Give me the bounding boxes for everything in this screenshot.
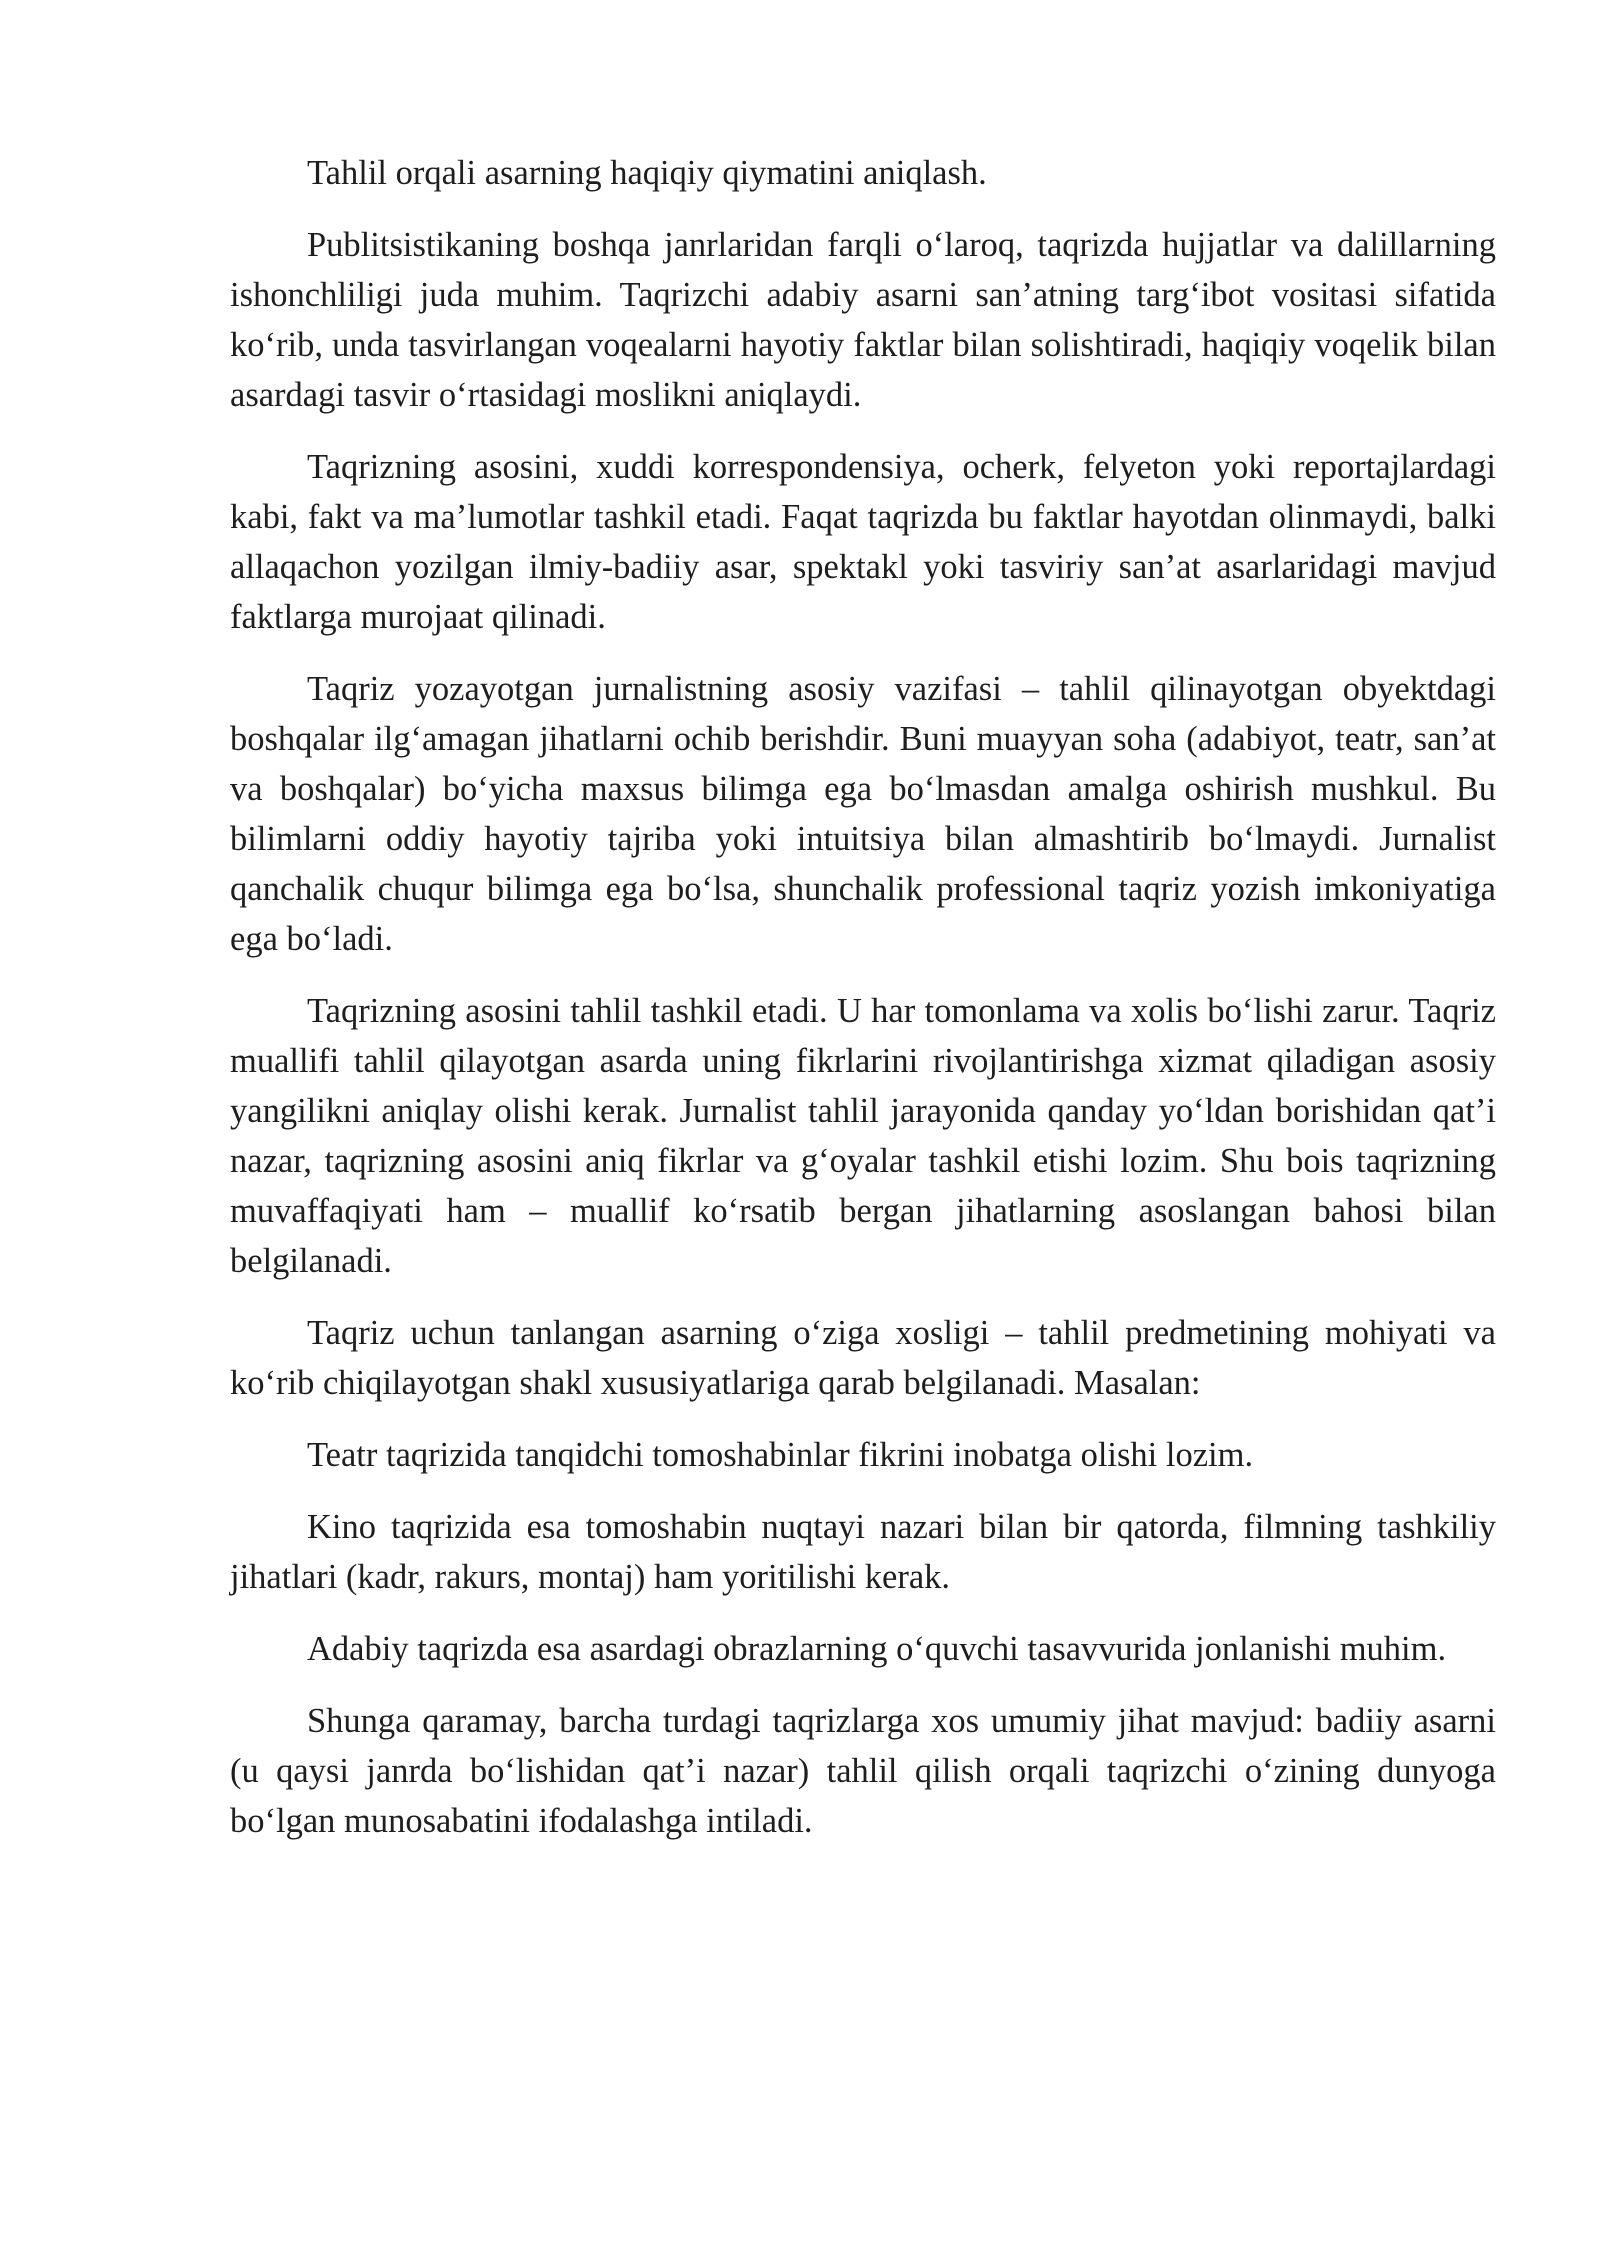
paragraph-8: Kino taqrizida esa tomoshabin nuqtayi nazari bilan bir qatorda, filmning tashkiliy jihatlari (kadr, rakurs, montaj) ham yoritilishi kerak. xyxy=(230,1508,1496,1596)
paragraph-4: Taqriz yozayotgan jurnalistning asosiy vazifasi – tahlil qilinayotgan obyektdagi boshqalar ilg‘amagan jihatlarni ochib berishdir. Buni muayyan soha (adabiyot, teatr, san’at va boshqalar) bo‘yicha maxsus bilimga ega bo‘lmasdan amalga oshirish mushkul. Bu bilimlarni oddiy hayotiy tajriba yoki intuitsiya bilan almashtirib bo‘lmaydi. Jurnalist qanchalik chuqur bilimga ega bo‘lsa, shunchalik professional taqriz yozish imkoniyatiga ega bo‘ladi. xyxy=(230,670,1496,958)
paragraph-2: Publitsistikaning boshqa janrlaridan farqli o‘laroq, taqrizda hujjatlar va dalillarning ishonchliligi juda muhim. Taqrizchi adabiy asarni san’atning targ‘ibot vositasi sifatida ko‘rib, unda tasvirlangan voqealarni hayotiy faktlar bilan solishtiradi, haqiqiy voqelik bilan asardagi tasvir o‘rtasidagi moslikni aniqlaydi. xyxy=(230,226,1496,414)
paragraph-10: Shunga qaramay, barcha turdagi taqrizlarga xos umumiy jihat mavjud: badiiy asarni (u qaysi janrda bo‘lishidan qat’i nazar) tahlil qilish orqali taqrizchi o‘zining dunyoga bo‘lgan munosabatini ifodalashga intiladi. xyxy=(230,1702,1496,1840)
paragraph-9: Adabiy taqrizda esa asardagi obrazlarning o‘quvchi tasavvurida jonlanishi muhim. xyxy=(307,1630,1447,1668)
paragraph-7: Teatr taqrizida tanqidchi tomoshabinlar fikrini inobatga olishi lozim. xyxy=(307,1436,1254,1474)
paragraph-3: Taqrizning asosini, xuddi korrespondensiya, ocherk, felyeton yoki reportajlardagi kabi, fakt va ma’lumotlar tashkil etadi. Faqat taqrizda bu faktlar hayotdan olinmaydi, balki allaqachon yozilgan ilmiy-badiiy asar, spektakl yoki tasviriy san’at asarlaridagi mavjud faktlarga murojaat qilinadi. xyxy=(230,448,1496,636)
document-page xyxy=(230,148,1496,1868)
paragraph-6: Taqriz uchun tanlangan asarning o‘ziga xosligi – tahlil predmetining mohiyati va ko‘rib chiqilayotgan shakl xususiyatlariga qarab belgilanadi. Masalan: xyxy=(230,1314,1496,1402)
paragraph-1: Tahlil orqali asarning haqiqiy qiymatini aniqlash. xyxy=(307,154,987,192)
paragraph-5: Taqrizning asosini tahlil tashkil etadi. U har tomonlama va xolis bo‘lishi zarur. Taqriz muallifi tahlil qilayotgan asarda uning fikrlarini rivojlantirishga xizmat qiladigan asosiy yangilikni aniqlay olishi kerak. Jurnalist tahlil jarayonida qanday yo‘ldan borishidan qat’i nazar, taqrizning asosini aniq fikrlar va g‘oyalar tashkil etishi lozim. Shu bois taqrizning muvaffaqiyati ham – muallif ko‘rsatib bergan jihatlarning asoslangan bahosi bilan belgilanadi. xyxy=(230,992,1496,1280)
